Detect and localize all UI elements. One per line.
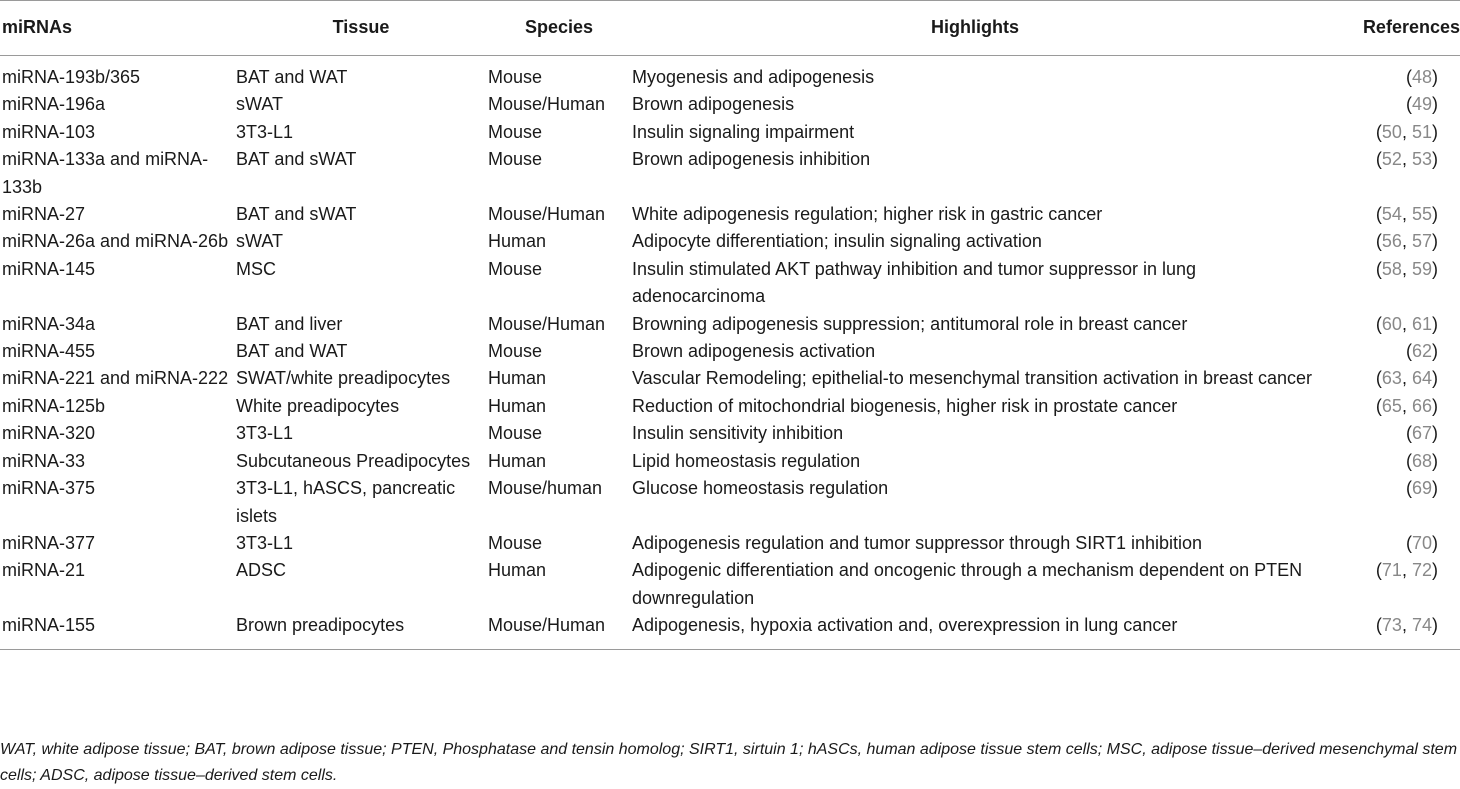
reference-link[interactable]: 52 [1381, 149, 1402, 170]
cell-references: (68) [1405, 450, 1438, 471]
table-row [0, 146, 1460, 201]
table-row [0, 448, 1460, 475]
reference-link[interactable]: 56 [1381, 231, 1402, 252]
cell-species: Human [488, 395, 547, 416]
reference-link[interactable]: 51 [1411, 121, 1432, 142]
cell-tissue: 3T3-L1, hASCS, pancreatic islets [236, 478, 456, 526]
reference-link[interactable]: 63 [1381, 368, 1402, 389]
header-species: Species [486, 1, 630, 56]
table-row [0, 56, 1460, 92]
table-row [0, 557, 1460, 612]
reference-link[interactable]: 49 [1411, 94, 1432, 115]
cell-tissue: sWAT [236, 231, 283, 252]
table-row [0, 256, 1460, 311]
cell-mirna: miRNA-125b [2, 395, 106, 416]
cell-highlight: Adipogenesis regulation and tumor suppressor through SIRT1 inhibition [632, 532, 1203, 553]
table-row [0, 530, 1460, 557]
cell-tissue: White preadipocytes [236, 395, 400, 416]
reference-link[interactable]: 48 [1411, 67, 1432, 87]
reference-link[interactable]: 64 [1411, 368, 1432, 389]
reference-link[interactable]: 70 [1411, 532, 1432, 553]
cell-highlight: Brown adipogenesis activation [632, 341, 876, 362]
cell-tissue: Subcutaneous Preadipocytes [236, 450, 471, 471]
table-footnote: WAT, white adipose tissue; BAT, brown adipose tissue; PTEN, Phosphatase and tensin homolog; SIRT1, sirtuin 1; hASCs, human adipose tissue stem cells; MSC, adipose tissue–derived mesenchymal stem cells; ADSC, adipose tissue–derived stem cells. [0, 741, 1458, 784]
reference-link[interactable]: 50 [1381, 121, 1402, 142]
cell-species: Mouse [488, 423, 543, 444]
cell-species: Mouse/Human [488, 204, 606, 225]
reference-link[interactable]: 67 [1411, 423, 1432, 444]
cell-references: (70) [1405, 532, 1438, 553]
cell-highlight: Insulin stimulated AKT pathway inhibition and tumor suppressor in lung adenocarcinoma [632, 258, 1196, 307]
reference-link[interactable]: 71 [1381, 560, 1402, 581]
reference-link[interactable]: 55 [1411, 204, 1432, 225]
cell-references: (69) [1405, 478, 1438, 499]
cell-species: Mouse [488, 341, 543, 362]
table-row [0, 311, 1460, 338]
cell-mirna: miRNA-377 [2, 532, 96, 553]
cell-references: (52, 53) [1375, 149, 1438, 170]
cell-highlight: Lipid homeostasis regulation [632, 450, 861, 471]
cell-highlight: Adipogenesis, hypoxia activation and, overexpression in lung cancer [630, 612, 1318, 649]
cell-tissue: ADSC [236, 560, 287, 581]
header-mirnas: miRNAs [0, 1, 234, 56]
cell-tissue: Brown preadipocytes [234, 612, 486, 649]
cell-mirna: miRNA-21 [2, 560, 86, 581]
header-row [0, 1, 1460, 56]
cell-tissue: 3T3-L1 [236, 121, 294, 142]
table-row [0, 365, 1460, 392]
cell-tissue: sWAT [236, 94, 283, 115]
cell-highlight: Reduction of mitochondrial biogenesis, higher risk in prostate cancer [632, 395, 1178, 416]
table-row [0, 612, 1460, 649]
cell-species: Mouse/Human [486, 612, 630, 649]
cell-references: (60, 61) [1375, 313, 1438, 334]
cell-references: (73, 74) [1318, 612, 1460, 649]
cell-highlight: Brown adipogenesis inhibition [632, 149, 871, 170]
reference-link[interactable]: 65 [1381, 395, 1402, 416]
header-references: References [1318, 1, 1460, 56]
cell-species: Human [488, 368, 547, 389]
cell-highlight: Insulin sensitivity inhibition [632, 423, 844, 444]
table-row [0, 201, 1460, 228]
table-header [0, 1, 1460, 56]
cell-mirna: miRNA-196a [2, 94, 106, 115]
reference-link[interactable]: 57 [1411, 231, 1432, 252]
cell-tissue: BAT and WAT [236, 341, 348, 362]
cell-species: Human [488, 450, 547, 471]
cell-references: (58, 59) [1375, 258, 1438, 279]
reference-link[interactable]: 66 [1411, 395, 1432, 416]
cell-tissue: BAT and liver [236, 313, 343, 334]
cell-mirna: miRNA-133a and miRNA-133b [2, 149, 209, 197]
reference-link[interactable]: 60 [1381, 313, 1402, 334]
cell-species: Mouse/human [488, 478, 603, 499]
cell-species: Mouse/Human [488, 313, 606, 334]
cell-highlight: Insulin signaling impairment [632, 121, 855, 142]
cell-references: (62) [1405, 341, 1438, 362]
cell-tissue: SWAT/white preadipocytes [236, 368, 451, 389]
reference-link[interactable]: 54 [1381, 204, 1402, 225]
table-body [0, 56, 1460, 650]
reference-link[interactable]: 69 [1411, 478, 1432, 499]
header-tissue: Tissue [234, 1, 486, 56]
reference-link[interactable]: 58 [1381, 258, 1402, 279]
reference-link[interactable]: 74 [1411, 615, 1432, 636]
cell-mirna: miRNA-155 [0, 612, 234, 649]
cell-references: (67) [1405, 423, 1438, 444]
table-row [0, 119, 1460, 146]
cell-species: Human [488, 560, 547, 581]
cell-tissue: BAT and sWAT [236, 149, 357, 170]
cell-highlight: Adipocyte differentiation; insulin signaling activation [632, 231, 1042, 252]
cell-highlight: Myogenesis and adipogenesis [632, 67, 875, 87]
table-row [0, 91, 1460, 118]
cell-mirna: miRNA-221 and miRNA-222 [2, 368, 229, 389]
cell-species: Mouse [488, 121, 543, 142]
cell-highlight: White adipogenesis regulation; higher risk in gastric cancer [632, 204, 1103, 225]
cell-references: (56, 57) [1375, 231, 1438, 252]
table-row [0, 338, 1460, 365]
reference-link[interactable]: 72 [1411, 560, 1432, 581]
cell-references: (50, 51) [1375, 121, 1438, 142]
reference-link[interactable]: 53 [1411, 149, 1432, 170]
cell-mirna: miRNA-320 [2, 423, 96, 444]
cell-mirna: miRNA-26a and miRNA-26b [2, 231, 229, 252]
reference-link[interactable]: 59 [1411, 258, 1432, 279]
cell-species: Mouse/Human [488, 94, 606, 115]
cell-references: (48) [1405, 67, 1438, 87]
cell-tissue: MSC [236, 258, 276, 279]
cell-species: Mouse [488, 149, 543, 170]
cell-tissue: BAT and WAT [236, 67, 348, 87]
table-row [0, 393, 1460, 420]
table-row [0, 475, 1460, 530]
cell-mirna: miRNA-27 [2, 204, 86, 225]
cell-references: (54, 55) [1375, 204, 1438, 225]
header-highlights: Highlights [630, 1, 1318, 56]
reference-link[interactable]: 61 [1411, 313, 1432, 334]
reference-link[interactable]: 73 [1381, 615, 1402, 636]
cell-mirna: miRNA-145 [2, 258, 96, 279]
cell-species: Mouse [488, 67, 543, 87]
cell-tissue: BAT and sWAT [236, 204, 357, 225]
cell-highlight: Brown adipogenesis [632, 94, 795, 115]
cell-highlight: Vascular Remodeling; epithelial-to mesenchymal transition activation in breast cancer [632, 368, 1313, 389]
cell-mirna: miRNA-375 [2, 478, 96, 499]
cell-mirna: miRNA-34a [2, 313, 96, 334]
cell-tissue: 3T3-L1 [236, 532, 294, 553]
table-row [0, 420, 1460, 447]
cell-highlight: Adipogenic differentiation and oncogenic through a mechanism dependent on PTEN downregulation [632, 560, 1303, 608]
cell-species: Human [488, 231, 547, 252]
reference-link[interactable]: 68 [1411, 450, 1432, 471]
cell-highlight: Browning adipogenesis suppression; antitumoral role in breast cancer [632, 313, 1188, 334]
cell-references: (63, 64) [1375, 368, 1438, 389]
cell-species: Mouse [488, 532, 543, 553]
cell-mirna: miRNA-33 [2, 450, 86, 471]
reference-link[interactable]: 62 [1411, 341, 1432, 362]
cell-references: (65, 66) [1375, 395, 1438, 416]
cell-mirna: miRNA-455 [2, 341, 96, 362]
cell-species: Mouse [488, 258, 543, 279]
cell-highlight: Glucose homeostasis regulation [632, 478, 889, 499]
cell-tissue: 3T3-L1 [236, 423, 294, 444]
cell-references: (49) [1405, 94, 1438, 115]
cell-references: (71, 72) [1375, 560, 1438, 581]
table-row [0, 228, 1460, 255]
cell-mirna: miRNA-193b/365 [2, 67, 141, 87]
cell-mirna: miRNA-103 [2, 121, 96, 142]
